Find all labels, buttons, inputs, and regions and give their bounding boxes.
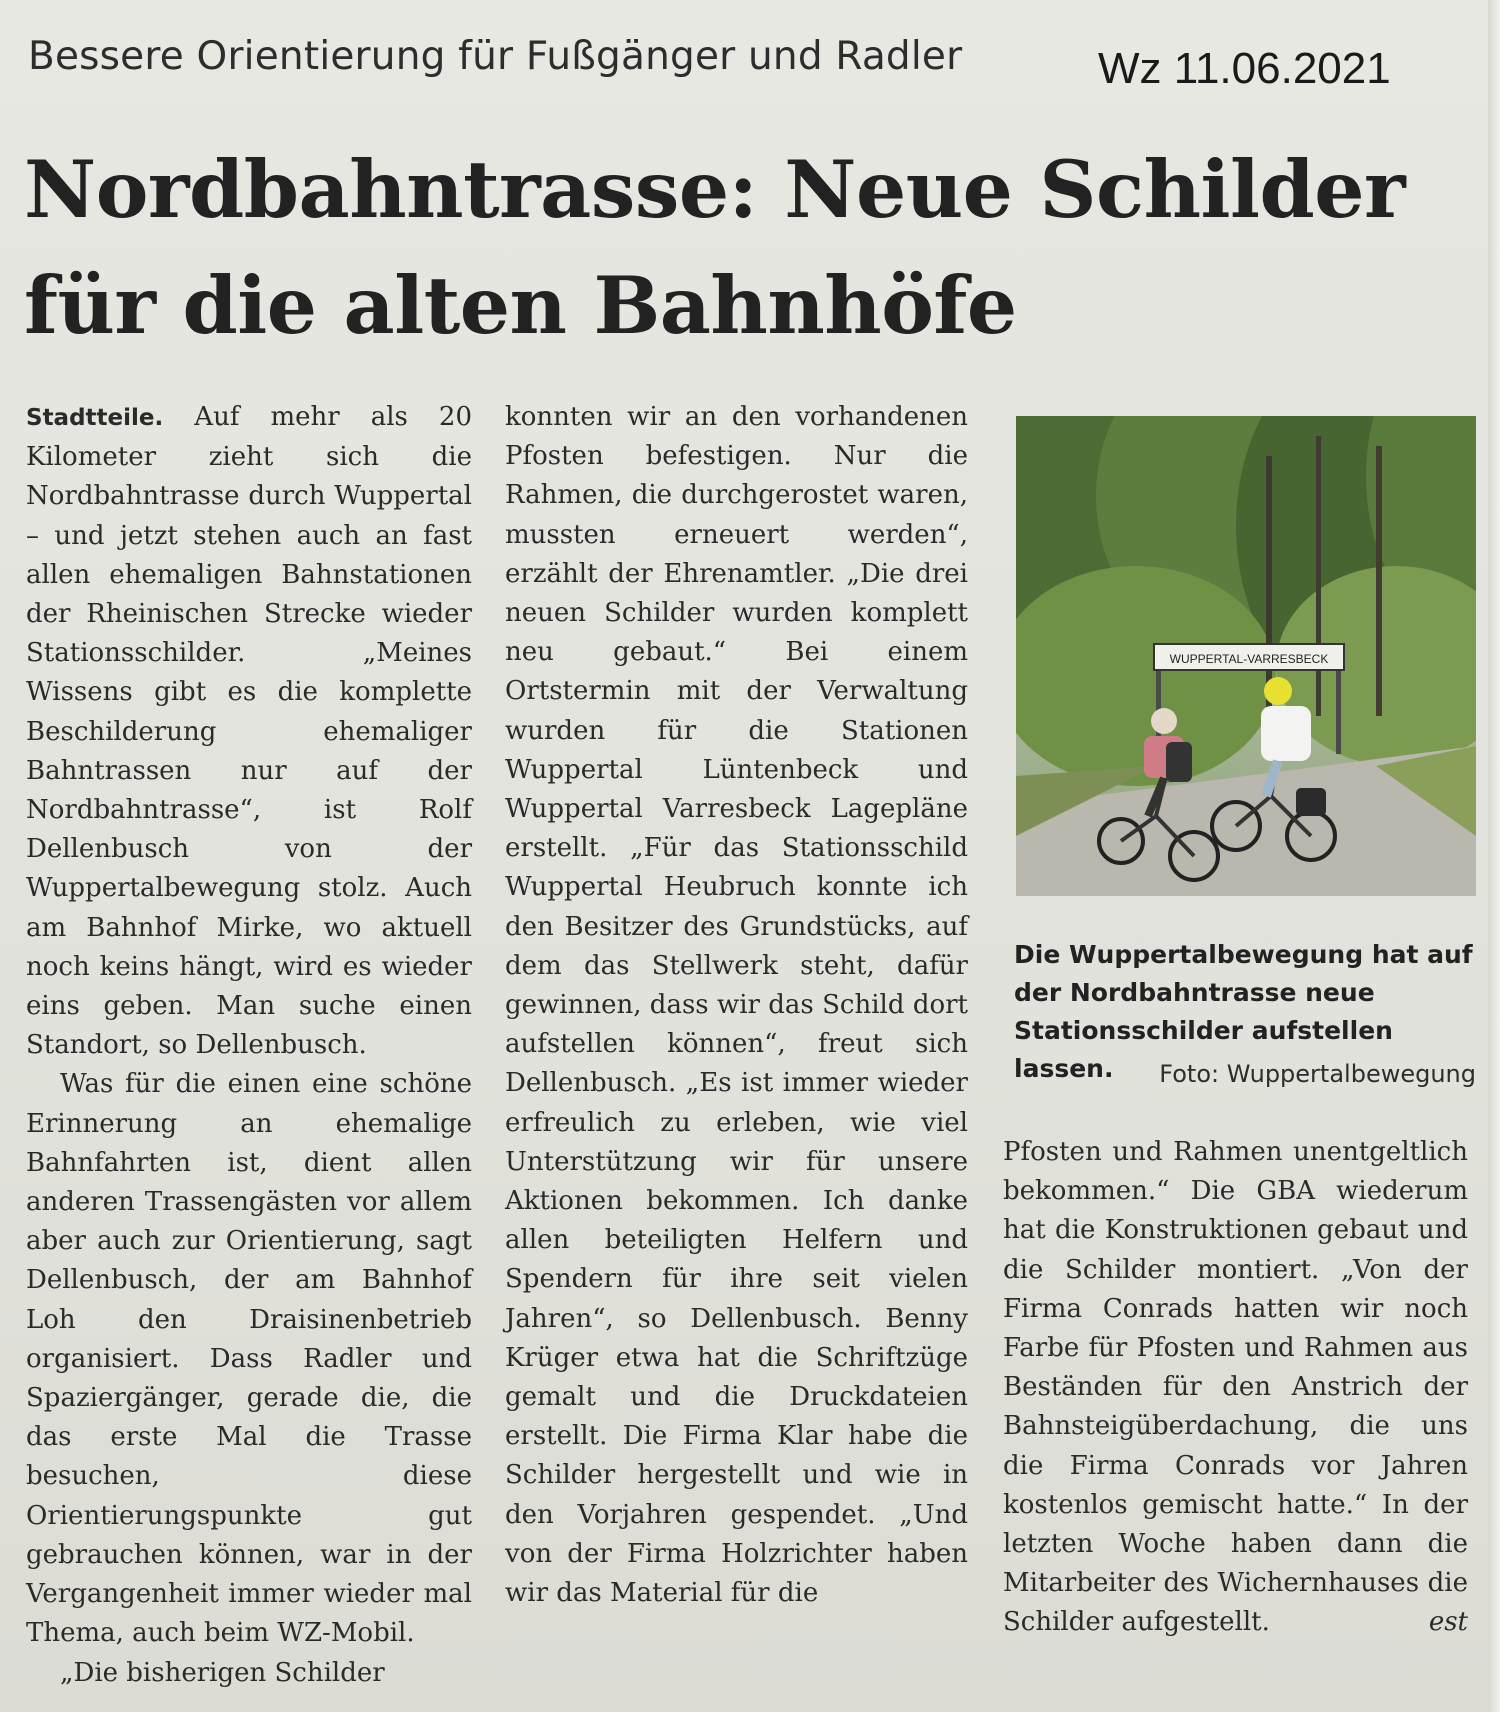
article-column-1 — [26, 398, 472, 1693]
article-photo — [1016, 416, 1476, 896]
article-paragraph: „Die bisherigen Schilder — [60, 1657, 385, 1688]
article-paragraph — [26, 398, 472, 1065]
article-paragraph: konnten wir an den vorhandenen Pfosten befestigen. Nur die Rahmen, die durchgerostet waren, mussten erneuert werden“, erzählt der Ehrenamtler. „Die drei neuen Schilder wurden komplett neu gebaut.“ Bei einem Ortstermin mit der Verwaltung wurden für die Stationen Wuppertal Lüntenbeck und Wuppertal Varresbeck Lagepläne erstellt. „Für das Stationsschild Wuppertal Heubruch konnte ich den Besitzer des Grundstücks, auf dem das Stellwerk steht, dafür gewinnen, dass wir das Schild dort aufstellen können“, freut sich Dellenbusch. „Es ist immer wieder erfreulich zu erleben, wie viel Unterstützung wir für unsere Aktionen bekommen. Ich danke allen beteiligten Helfern und Spendern für ihre seit vielen Jahren“, so Dellenbusch. Benny Krüger etwa hat die Schriftzüge gemalt und die Druckdateien erstellt. Die Firma Klar habe die Schilder hergestellt und wie in den Vorjahren gespendet. „Und von der Firma Holzrichter haben wir das Material für die — [505, 402, 968, 1609]
article-paragraph-text: Pfosten und Rahmen unentgeltlich bekommen.“ Die GBA wiederum hat die Konstruktionen gebaut und die Schilder montiert. „Von der Firma Conrads hatten wir noch Farbe für Pfosten und Rahmen aus Beständen für den Anstrich der Bahnsteigüberdachung, die uns die Firma Conrads vor Jahren kostenlos gemischt hatte.“ In der letzten Woche haben dann die Mitarbeiter des Wichernhauses die Schilder aufgestellt. — [1003, 1137, 1468, 1638]
article-column-2 — [505, 398, 968, 1613]
article-paragraph-text: Auf mehr als 20 Kilometer zieht sich die Nordbahntrasse durch Wuppertal – und jetzt stehen auch an fast allen ehemaligen Bahnstationen der Rheinischen Strecke wieder Stationsschilder. „Meines Wissens gibt es die komplette Beschilderung ehemaliger Bahntrassen nur auf der Nordbahntrasse“, ist Rolf Dellenbusch von der Wuppertalbewegung stolz. Auch am Bahnhof Mirke, wo aktuell noch keins hängt, wird es wieder eins geben. Man suche einen Standort, so Dellenbusch. — [26, 402, 473, 1061]
cyclists-photo-illustration — [1016, 416, 1476, 896]
article-headline — [24, 132, 1484, 364]
tree-canopy — [1016, 416, 1476, 786]
headline-line-2: für die alten Bahnhöfe — [24, 259, 1017, 352]
paper-edge — [1488, 0, 1500, 1712]
photo-caption: Die Wuppertalbewegung hat auf der Nordbahntrasse neue Stationsschilder aufstellen lassen. — [1014, 940, 1473, 1083]
article-paragraph: Was für die einen eine schöne Erinnerung an ehemalige Bahnfahrten ist, dient allen anderen Trassengästen vor allem aber auch zur Orientierung, sagt Dellenbusch, der am Bahnhof Loh den Draisinenbetrieb organisiert. Dass Radler und Spaziergänger, gerade die, die das erste Mal die Trasse besuchen, diese Orientierungspunkte gut gebrauchen können, war in der Vergangenheit immer wieder mal Thema, auch beim WZ-Mobil. — [26, 1069, 472, 1649]
source-date-note: Wz 11.06.2021 — [1098, 44, 1391, 93]
station-sign-text: WUPPERTAL-VARRESBECK — [1169, 652, 1329, 666]
article-column-3 — [1003, 1133, 1468, 1643]
article-kicker: Bessere Orientierung für Fußgänger und Radler — [28, 34, 963, 79]
article-lead-label: Stadtteile. — [26, 405, 164, 431]
author-signature: est — [1428, 1607, 1468, 1638]
photo-credit: Foto: Wuppertalbewegung — [1159, 1060, 1476, 1088]
article-paragraph — [1003, 1133, 1468, 1643]
headline-line-1: Nordbahntrasse: Neue Schilder — [24, 143, 1406, 236]
